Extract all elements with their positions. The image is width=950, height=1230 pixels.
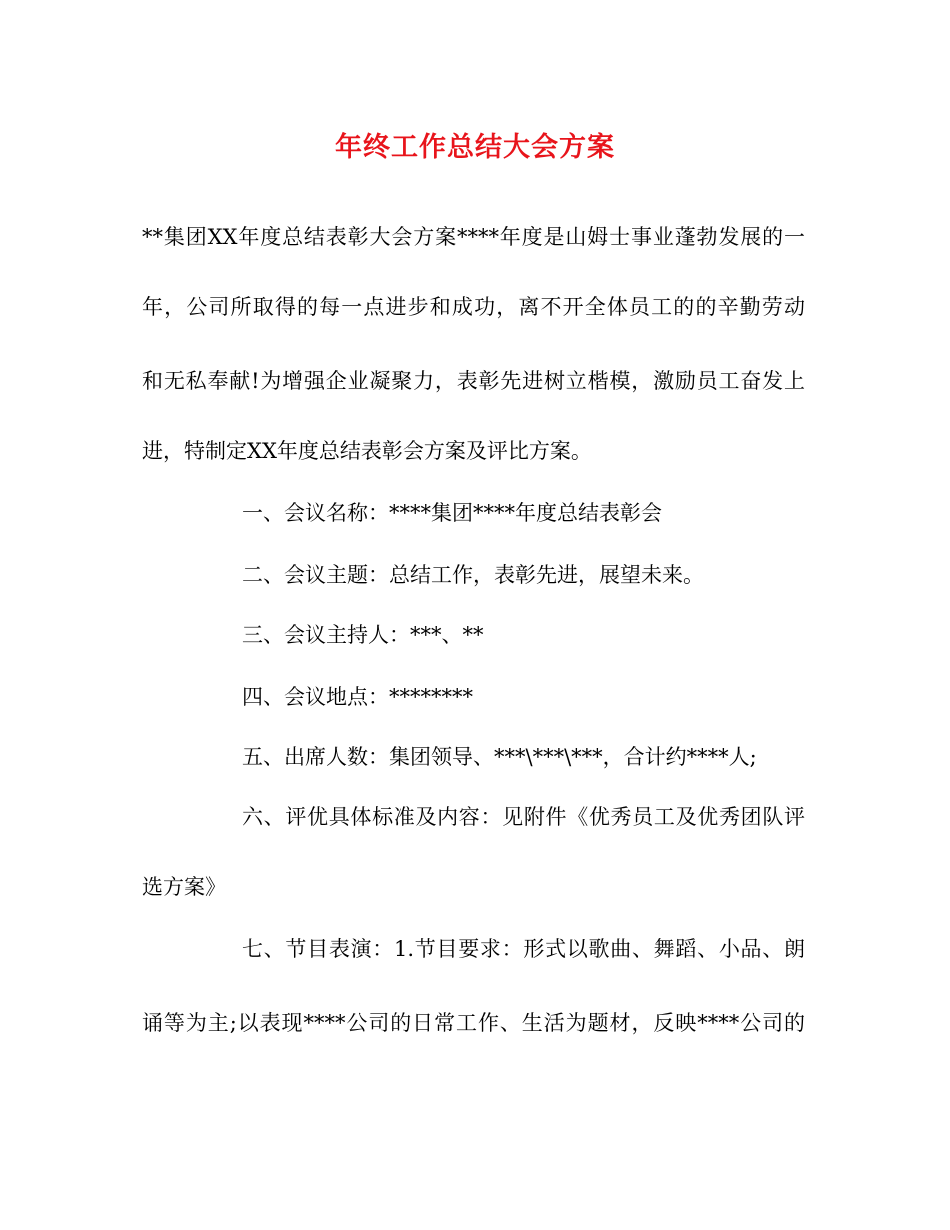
item-attendees: 五、出席人数：集团领导、***\***\***，合计约****人; (242, 745, 757, 769)
item-evaluation-criteria: 六、评优具体标准及内容：见附件《优秀员工及优秀团队评 (242, 805, 805, 829)
item-performances-cont: 诵等为主;以表现****公司的日常工作、生活为题材，反映****公司的 (142, 1011, 805, 1035)
item-performances: 七、节目表演：1.节目要求：形式以歌曲、舞蹈、小品、朗 (242, 937, 805, 961)
item-meeting-theme: 二、会议主题：总结工作，表彰先进，展望未来。 (242, 563, 704, 587)
paragraph-line-1: **集团XX年度总结表彰大会方案****年度是山姆士事业蓬勃发展的一 (142, 225, 805, 249)
item-meeting-name: 一、会议名称：****集团****年度总结表彰会 (242, 501, 662, 525)
paragraph-line-2: 年，公司所取得的每一点进步和成功，离不开全体员工的的辛勤劳动 (142, 295, 805, 319)
item-meeting-location: 四、会议地点：******** (242, 685, 473, 709)
item-meeting-host: 三、会议主持人：***、** (242, 623, 484, 647)
paragraph-line-3: 和无私奉献!为增强企业凝聚力，表彰先进树立楷模，激励员工奋发上 (142, 369, 805, 393)
paragraph-line-4: 进，特制定XX年度总结表彰会方案及评比方案。 (142, 439, 592, 463)
item-evaluation-criteria-cont: 选方案》 (142, 875, 226, 899)
document-title: 年终工作总结大会方案 (335, 132, 615, 163)
